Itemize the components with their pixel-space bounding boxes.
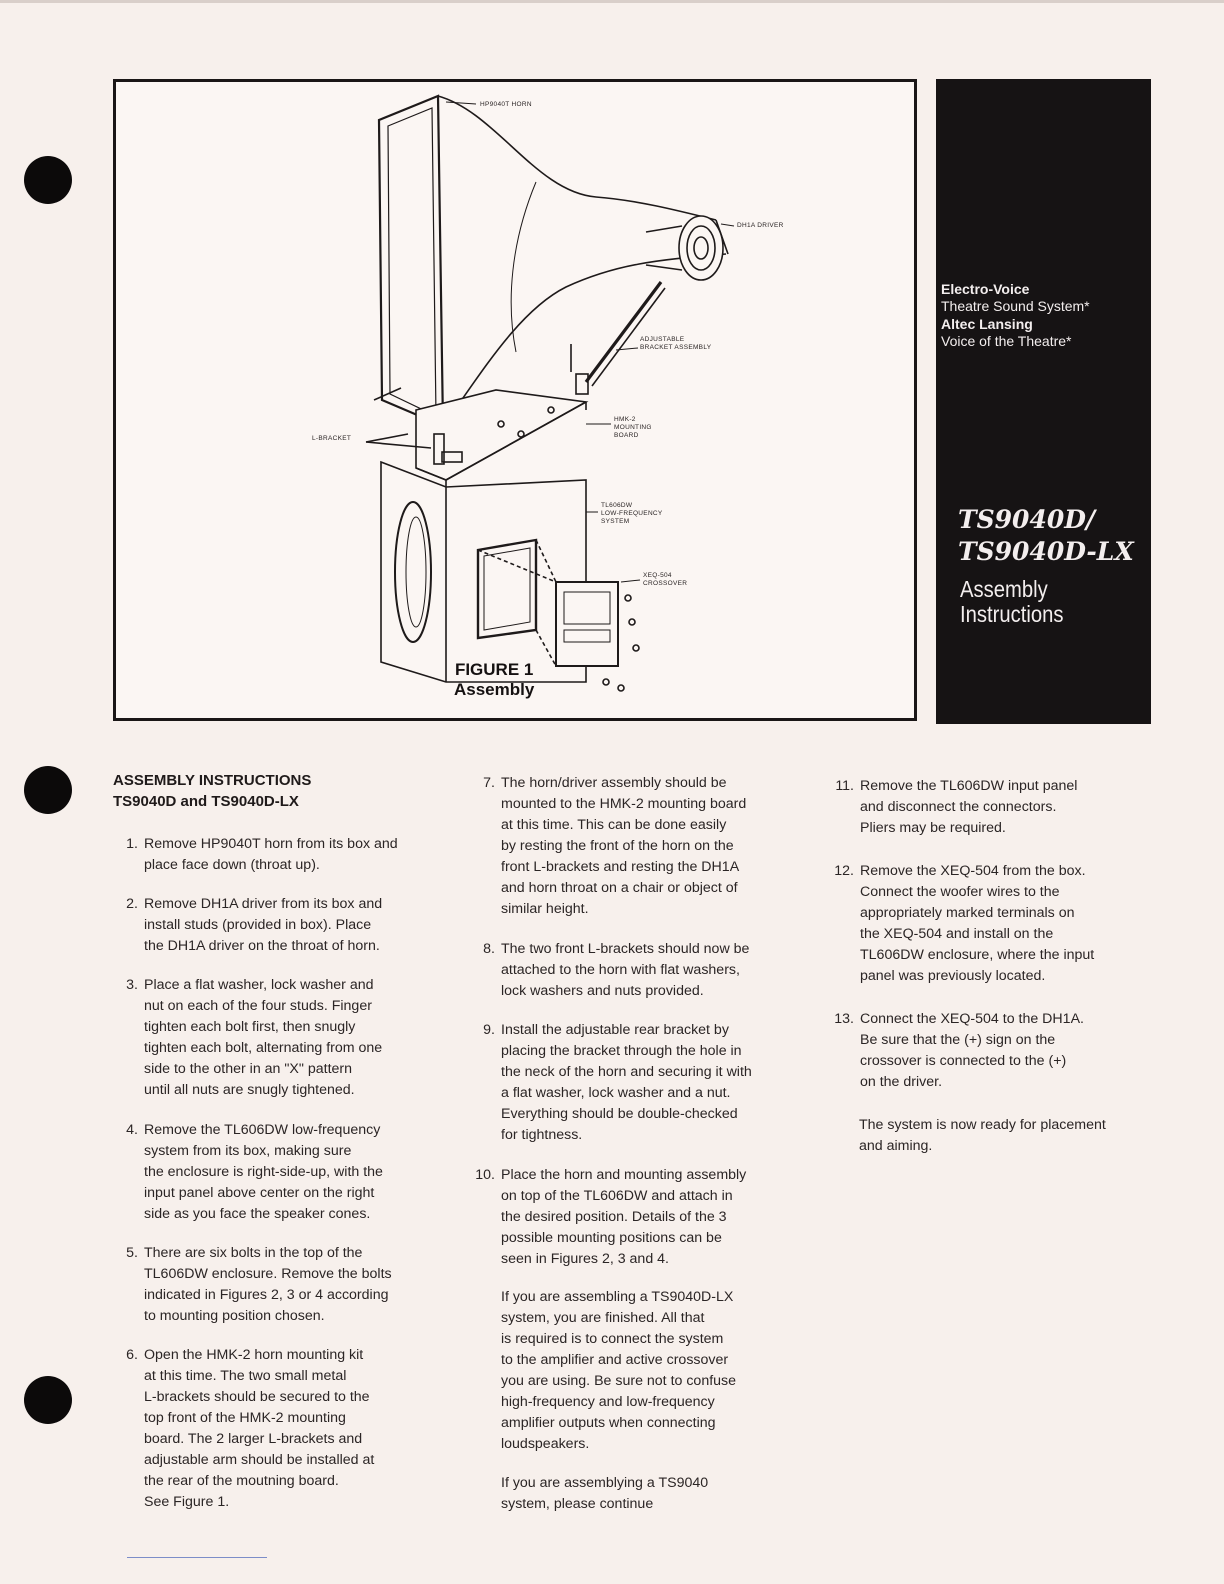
doc-title-line-1: Assembly [960, 576, 1048, 602]
bottom-underline [127, 1557, 267, 1558]
step-text-line: side as you face the speaker cones. [144, 1206, 371, 1222]
title-panel [936, 79, 1151, 724]
step-text-line: Remove HP9040T horn from its box and [144, 836, 398, 852]
note-text-line: loudspeakers. [501, 1436, 590, 1452]
step-text-line: See Figure 1. [144, 1494, 230, 1510]
label-system-3: SYSTEM [601, 518, 630, 525]
step-text-line: the rear of the moutning board. [144, 1473, 339, 1489]
step-text-line: TL606DW enclosure, where the input [860, 947, 1095, 963]
step-text-line: install studs (provided in box). Place [144, 917, 372, 933]
figure-caption-number: FIGURE 1 [454, 660, 534, 679]
step-text-line: the XEQ-504 and install on the [860, 926, 1054, 942]
label-system-1: TL606DW [601, 502, 633, 509]
label-crossover-2: CROSSOVER [643, 580, 688, 587]
heading-line-2: TS9040D and TS9040D-LX [113, 793, 299, 810]
top-rule [0, 0, 1224, 3]
step-text-line: Remove the TL606DW input panel [860, 778, 1078, 794]
step-text-line: tighten each bolt, alternating from one [144, 1040, 383, 1056]
step-text-line: The horn/driver assembly should be [501, 775, 727, 791]
step-text [501, 939, 749, 1002]
note-text-line: is required is to connect the system [501, 1331, 724, 1347]
adjustable-bracket [586, 282, 661, 382]
step-text-line: possible mounting positions can be [501, 1230, 722, 1246]
binder-hole-top [24, 156, 72, 204]
step-text-line: similar height. [501, 901, 589, 917]
step-text-line: side to the other in an "X" pattern [144, 1061, 353, 1077]
note-text-line: If you are assemblying a TS9040 [501, 1475, 709, 1491]
note-text-line: system, please continue [501, 1496, 654, 1512]
step-text-line: L-brackets should be secured to the [144, 1389, 370, 1405]
step-text [501, 1165, 746, 1270]
step-text-line: TL606DW enclosure. Remove the bolts [144, 1266, 392, 1282]
step-number: 13. [834, 1011, 854, 1027]
step-text-line: lock washers and nuts provided. [501, 983, 704, 999]
step-number: 11. [835, 778, 854, 794]
step-text [144, 975, 382, 1101]
step-text-line: Connect the XEQ-504 to the DH1A. [860, 1011, 1084, 1027]
step-text [860, 776, 1077, 839]
step-text-line: Install the adjustable rear bracket by [501, 1022, 729, 1038]
step-text-line: the enclosure is right-side-up, with the [144, 1164, 383, 1180]
mounting-board [416, 390, 586, 480]
step-text-line: attached to the horn with flat washers, [501, 962, 740, 978]
step-text-line: place face down (throat up). [144, 857, 320, 873]
label-horn: HP9040T HORN [480, 101, 532, 108]
note-text-line: to the amplifier and active crossover [501, 1352, 729, 1368]
step-text-line: Remove the TL606DW low-frequency [144, 1122, 381, 1138]
horn-bell-top [438, 96, 716, 220]
assembly-figure [113, 79, 917, 721]
label-board-1: HMK-2 [614, 416, 636, 423]
step-text-line: to mounting position chosen. [144, 1308, 325, 1324]
step-text-line: for tightness. [501, 1127, 583, 1143]
step-number: 3. [126, 977, 138, 993]
model-title-line-1: TS9040D/ [958, 505, 1096, 534]
step-text-line: crossover is connected to the (+) [860, 1053, 1067, 1069]
step-text-line: nut on each of the four studs. Finger [144, 998, 372, 1014]
note-text-line: The system is now ready for placement [859, 1117, 1106, 1133]
step-text-line: the DH1A driver on the throat of horn. [144, 938, 380, 954]
step-text-line: at this time. This can be done easily [501, 817, 727, 833]
label-board-2: MOUNTING [614, 424, 652, 431]
step-text-line: a flat washer, lock washer and a nut. [501, 1085, 731, 1101]
step-text [501, 773, 746, 920]
step-number: 5. [126, 1245, 138, 1261]
instructions-heading [113, 770, 311, 812]
note-text-line: you are using. Be sure not to confuse [501, 1373, 737, 1389]
step-text-line: Place the horn and mounting assembly [501, 1167, 747, 1183]
step-text [144, 1345, 374, 1513]
ready-note [859, 1115, 1106, 1157]
brand-electro-voice: Electro-Voice [941, 281, 1030, 297]
brand-altec-lansing-subtitle: Voice of the Theatre* [941, 333, 1072, 349]
step-text [144, 1243, 392, 1327]
step-text-line: Remove DH1A driver from its box and [144, 896, 383, 912]
step-text-line: panel was previously located. [860, 968, 1046, 984]
step-text-line: There are six bolts in the top of the [144, 1245, 363, 1261]
step-text-line: The two front L-brackets should now be [501, 941, 750, 957]
step-text-line: the desired position. Details of the 3 [501, 1209, 727, 1225]
heading-line-1: ASSEMBLY INSTRUCTIONS [113, 772, 312, 789]
step-text-line: until all nuts are snugly tightened. [144, 1082, 355, 1098]
step-text-line: front L-brackets and resting the DH1A [501, 859, 740, 875]
step-text-line: Remove the XEQ-504 from the box. [860, 863, 1086, 879]
step-number: 2. [126, 896, 138, 912]
step-text [144, 894, 382, 957]
step-text-line: appropriately marked terminals on [860, 905, 1075, 921]
step-text-line: tighten each bolt first, then snugly [144, 1019, 356, 1035]
step-number: 1. [126, 836, 138, 852]
step-text-line: and horn throat on a chair or object of [501, 880, 738, 896]
step-text [860, 1009, 1084, 1093]
label-crossover-1: XEQ-504 [643, 572, 672, 579]
note-text-line: system, you are finished. All that [501, 1310, 705, 1326]
step-text-line: board. The 2 larger L-brackets and [144, 1431, 363, 1447]
label-bracket-1: ADJUSTABLE [640, 336, 685, 343]
step-text [860, 861, 1094, 987]
step-number: 4. [126, 1122, 138, 1138]
brand-altec-lansing: Altec Lansing [941, 316, 1033, 332]
step-text-line: adjustable arm should be installed at [144, 1452, 375, 1468]
continue-note [501, 1473, 708, 1515]
step-text [144, 834, 398, 876]
figure-caption-title: Assembly [454, 680, 535, 699]
label-bracket-2: BRACKET ASSEMBLY [640, 344, 712, 351]
label-board-3: BOARD [614, 432, 639, 439]
step-text-line: on top of the TL606DW and attach in [501, 1188, 733, 1204]
step-text-line: at this time. The two small metal [144, 1368, 347, 1384]
lx-note [501, 1287, 736, 1455]
step-text-line: and disconnect the connectors. [860, 799, 1057, 815]
step-text [144, 1120, 383, 1225]
label-system-2: LOW-FREQUENCY [601, 510, 663, 517]
step-number: 10. [475, 1167, 495, 1183]
step-text-line: system from its box, making sure [144, 1143, 352, 1159]
label-driver: DH1A DRIVER [737, 222, 784, 229]
step-text-line: Place a flat washer, lock washer and [144, 977, 374, 993]
label-lbracket: L-BRACKET [312, 435, 352, 442]
step-number: 9. [483, 1022, 495, 1038]
step-text-line: on the driver. [860, 1074, 943, 1090]
step-text-line: Pliers may be required. [860, 820, 1006, 836]
step-text-line: seen in Figures 2, 3 and 4. [501, 1251, 669, 1267]
model-title-line-2: TS9040D-LX [958, 537, 1134, 566]
note-text-line: amplifier outputs when connecting [501, 1415, 716, 1431]
step-text-line: top front of the HMK-2 mounting [144, 1410, 346, 1426]
step-number: 7. [483, 775, 495, 791]
step-text-line: Be sure that the (+) sign on the [860, 1032, 1056, 1048]
step-text-line: Connect the woofer wires to the [860, 884, 1060, 900]
step-text-line: the neck of the horn and securing it with [501, 1064, 752, 1080]
note-text-line: If you are assembling a TS9040D-LX [501, 1289, 734, 1305]
step-number: 6. [126, 1347, 138, 1363]
step-text-line: Everything should be double-checked [501, 1106, 738, 1122]
doc-title-line-2: Instructions [960, 601, 1064, 627]
step-text-line: by resting the front of the horn on the [501, 838, 734, 854]
note-text-line: high-frequency and low-frequency [501, 1394, 715, 1410]
brand-electro-voice-subtitle: Theatre Sound System* [941, 298, 1090, 314]
step-text-line: Open the HMK-2 horn mounting kit [144, 1347, 364, 1363]
step-text-line: indicated in Figures 2, 3 or 4 according [144, 1287, 389, 1303]
binder-hole-middle [24, 766, 72, 814]
step-text-line: placing the bracket through the hole in [501, 1043, 742, 1059]
step-number: 12. [834, 863, 854, 879]
figure-caption [454, 660, 534, 700]
step-text [501, 1020, 752, 1146]
note-text-line: and aiming. [859, 1138, 933, 1154]
step-text-line: mounted to the HMK-2 mounting board [501, 796, 747, 812]
binder-hole-bottom [24, 1376, 72, 1424]
assembly-drawing [116, 82, 914, 718]
step-number: 8. [483, 941, 495, 957]
step-text-line: input panel above center on the right [144, 1185, 375, 1201]
